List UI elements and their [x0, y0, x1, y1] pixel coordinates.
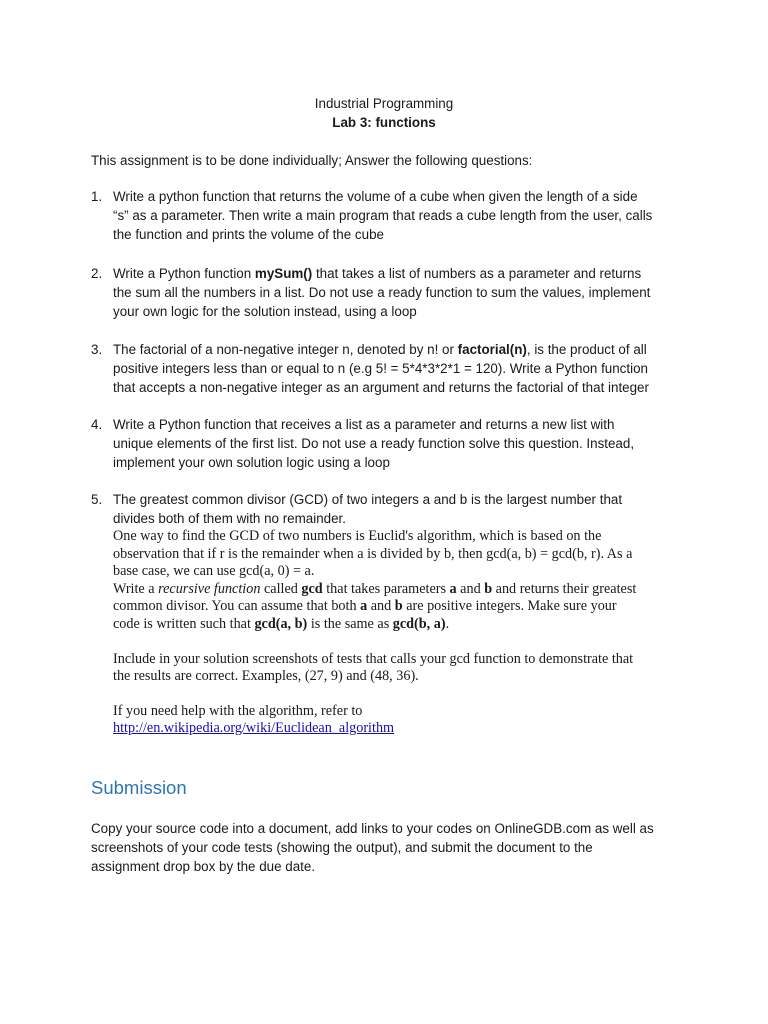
gcd-line: observation that if r is the remainder when a is divided by b, then gcd(a, b) = gcd(b, r). As a: [113, 545, 633, 562]
question-line: the sum all the numbers in a list. Do not use a ready function to sum the values, implement: [113, 285, 651, 300]
gcd-line: Write a recursive function called gcd that takes parameters a and b and returns their greatest: [113, 580, 637, 597]
intro-text: This assignment is to be done individually; Answer the following questions:: [91, 153, 533, 168]
gcd-line: Include in your solution screenshots of tests that calls your gcd function to demonstrate that: [113, 650, 634, 667]
function-name: factorial(n): [457, 342, 527, 357]
question-line: unique elements of the first list. Do not use a ready function solve this question. Instead,: [113, 436, 635, 451]
document-subtitle: Lab 3: functions: [332, 115, 436, 130]
question-2: [91, 264, 691, 321]
question-line: the function and prints the volume of the cube: [113, 227, 384, 242]
question-line: The greatest common divisor (GCD) of two integers a and b is the largest number that: [113, 492, 623, 507]
submission-line: screenshots of your code tests (showing the output), and submit the document to the: [91, 840, 593, 855]
question-line: Write a Python function mySum() that takes a list of numbers as a parameter and returns: [113, 266, 642, 281]
question-line: Write a python function that returns the volume of a cube when given the length of a side: [113, 189, 638, 204]
question-line: Write a Python function that receives a list as a parameter and returns a new list with: [113, 417, 615, 432]
question-line: that accepts a non-negative integer as an argument and returns the factorial of that integer: [113, 380, 649, 395]
question-number: 3.: [91, 342, 103, 357]
question-3: [91, 340, 691, 397]
question-1: [91, 187, 691, 244]
question-number: 2.: [91, 266, 103, 281]
gcd-line: code is written such that gcd(a, b) is the same as gcd(b, a).: [113, 615, 450, 632]
function-name: mySum(): [254, 266, 313, 281]
question-line: The factorial of a non-negative integer n, denoted by n! or factorial(n), is the product of all: [113, 342, 647, 357]
euclidean-algorithm-link[interactable]: http://en.wikipedia.org/wiki/Euclidean_algorithm: [113, 720, 395, 737]
question-line: positive integers less than or equal to n (e.g 5! = 5*4*3*2*1 = 120). Write a Python function: [113, 361, 648, 376]
question-number: 4.: [91, 417, 103, 432]
question-line: implement your own solution logic using a loop: [113, 455, 390, 470]
gcd-line: If you need help with the algorithm, refer to: [113, 702, 363, 719]
gcd-line: common divisor. You can assume that both a and b are positive integers. Make sure your: [113, 598, 617, 615]
question-number: 1.: [91, 189, 103, 204]
gcd-details: [113, 528, 691, 738]
gcd-line: base case, we can use gcd(a, 0) = a.: [113, 563, 315, 580]
submission-text: [91, 819, 691, 876]
document-title: Industrial Programming: [314, 96, 454, 111]
question-number: 5.: [91, 492, 103, 507]
gcd-line: the results are correct. Examples, (27, 9) and (48, 36).: [113, 668, 419, 685]
submission-line: Copy your source code into a document, add links to your codes on OnlineGDB.com as well as: [91, 821, 654, 836]
gcd-line: One way to find the GCD of two numbers is Euclid's algorithm, which is based on the: [113, 528, 602, 544]
submission-heading: Submission: [91, 777, 187, 798]
question-5: [91, 490, 691, 738]
question-line: your own logic for the solution instead, using a loop: [113, 304, 417, 319]
question-4: [91, 415, 691, 472]
question-line: divides both of them with no remainder.: [113, 511, 346, 526]
question-line: “s” as a parameter. Then write a main program that reads a cube length from the user, calls: [113, 208, 653, 223]
submission-line: assignment drop box by the due date.: [91, 859, 316, 874]
